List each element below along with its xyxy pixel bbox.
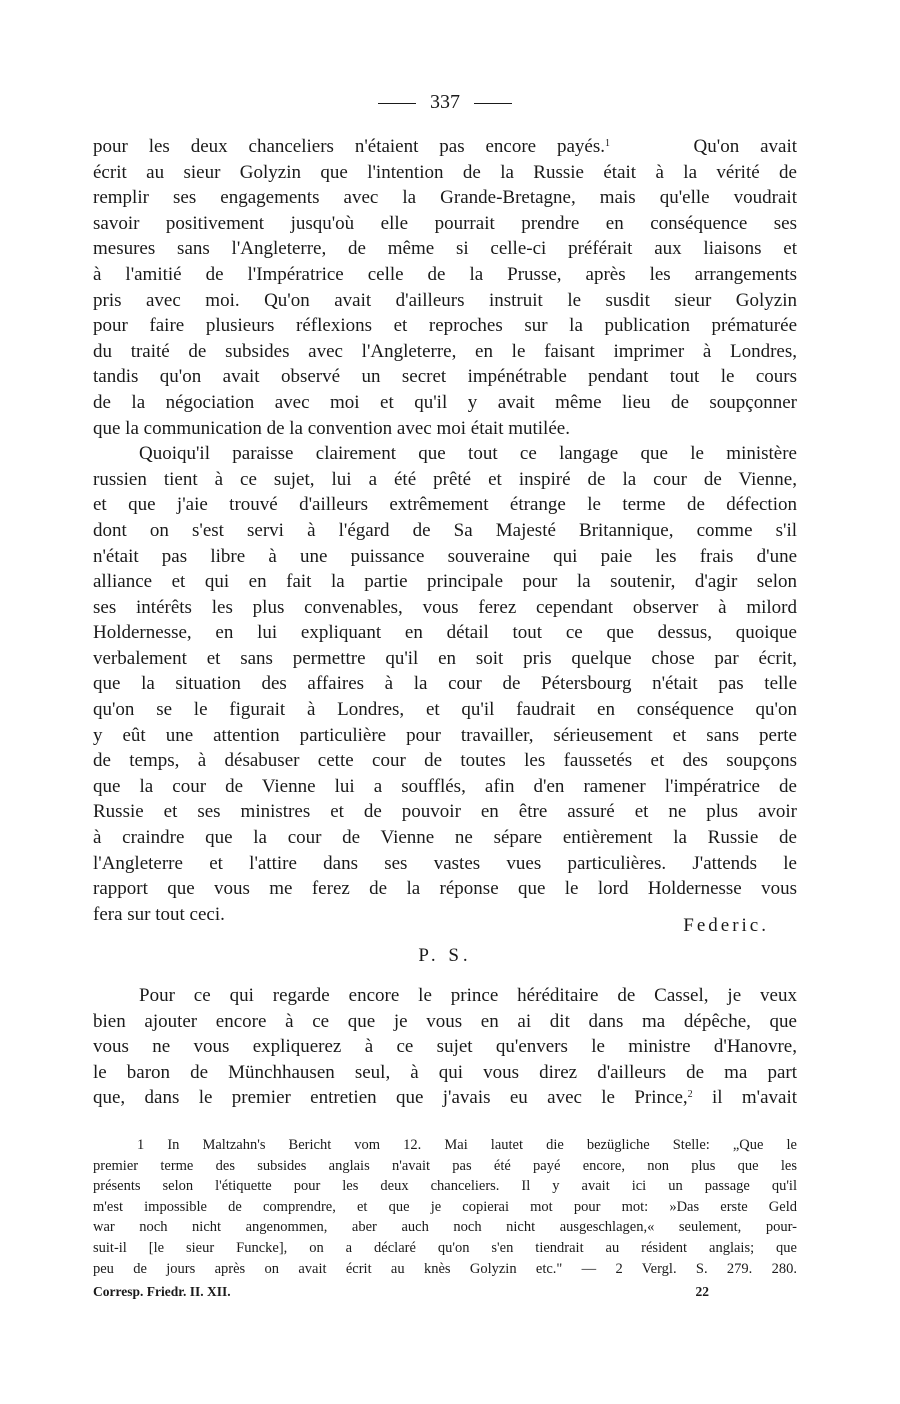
- text-line: remplir ses engagements avec la Grande-Bretagne, mais qu'elle voudrait: [93, 187, 797, 209]
- footnote-line: suit-il [le sieur Funcke], on a déclaré qu'on s'en tiendrait au résident anglais; que: [93, 1239, 797, 1256]
- footnote-marker: 2: [687, 1089, 693, 1101]
- signature-mark: 22: [695, 1284, 709, 1299]
- footnote-line: présents selon l'étiquette pour les deux chanceliers. Il y avait ici un passage qu'il: [93, 1178, 797, 1195]
- text-line: et que j'aie trouvé d'ailleurs extrêmement étrange le terme de défection: [93, 494, 797, 516]
- signature: Federic.: [683, 915, 769, 936]
- page-number: 337: [430, 91, 460, 113]
- text-line: rapport que vous me ferez de la réponse que le lord Holdernesse vous: [93, 878, 797, 900]
- text-line: de temps, à désabuser cette cour de toutes les faussetés et des soupçons: [93, 750, 797, 772]
- text-line: y eût une attention particulière pour travailler, sérieusement et sans perte: [93, 724, 797, 746]
- text-line: vous ne vous expliquerez à ce sujet qu'envers le ministre d'Hanovre,: [93, 1036, 797, 1058]
- text-line: Holdernesse, en lui expliquant en détail tout ce que dessus, quoique: [93, 622, 797, 644]
- text-line: Russie et ses ministres et de pouvoir en être assuré et ne plus avoir: [93, 801, 797, 823]
- text-line: russien tient à ce sujet, lui a été prêté et inspiré de la cour de Vienne,: [93, 468, 797, 490]
- footnote-line: war noch nicht angenommen, aber auch noch nicht ausgeschlagen,« seulement, pour-: [93, 1219, 797, 1236]
- footnote-line: peu de jours après on avait écrit au knès Golyzin etc." — 2 Vergl. S. 279. 280.: [93, 1260, 797, 1277]
- text-line: que la cour de Vienne lui a soufflés, afin d'en ramener l'impératrice de: [93, 775, 797, 797]
- footnotes: [93, 1135, 797, 1279]
- text-line: verbalement et sans permettre qu'il en soit pris quelque chose par écrit,: [93, 647, 797, 669]
- postscript-body: [93, 983, 797, 1111]
- text-line: le baron de Münchhausen seul, à qui vous direz d'ailleurs de ma part: [93, 1061, 797, 1083]
- footnote-marker: 1: [605, 138, 611, 149]
- footnote-line: premier terme des subsides anglais n'avait pas été payé encore, non plus que les: [93, 1157, 797, 1174]
- header-rule-right: [474, 103, 512, 104]
- footnote-line: m'est impossible de comprendre, et que je copierai mot pour mot: »Das erste Geld: [93, 1198, 797, 1215]
- text-line: tandis qu'on avait observé un secret impénétrable pendant tout le cours: [93, 366, 797, 388]
- text-line: que, dans le premier entretien que j'avais eu avec le Prince,$^2$ il m'avait: [93, 1087, 798, 1109]
- footer-source: Corresp. Friedr. II. XII.: [93, 1284, 231, 1299]
- text-line: pour faire plusieurs réflexions et reproches sur la publication prématurée: [93, 315, 797, 337]
- text-line: qu'on se le figurait à Londres, et qu'il faudrait en conséquence qu'on: [93, 699, 797, 721]
- text-line: du traité de subsides avec l'Angleterre, en le faisant imprimer à Londres,: [93, 340, 797, 362]
- text-line: à craindre que la cour de Vienne ne sépare entièrement la Russie de: [93, 827, 797, 849]
- letter-body: [93, 134, 797, 927]
- document-page: [93, 0, 797, 1404]
- text-line: de la négociation avec moi et qu'il y avait même lieu de soupçonner: [93, 391, 797, 413]
- text-line: que la situation des affaires à la cour de Pétersbourg n'était pas telle: [93, 673, 797, 695]
- text-line: ses intérêts les plus convenables, vous ferez cependant observer à milord: [93, 596, 797, 618]
- text-line: alliance et qui en fait la partie principale pour la soutenir, d'agir selon: [93, 571, 797, 593]
- text-line: que la communication de la convention avec moi était mutilée.: [93, 417, 570, 439]
- text-line: l'Angleterre et l'attire dans ses vastes vues particulières. J'attends le: [93, 852, 797, 874]
- text-line: savoir positivement jusqu'où elle pourrait prendre en conséquence ses: [93, 212, 797, 234]
- text-line: écrit au sieur Golyzin que l'intention de la Russie était à la vérité de: [93, 161, 797, 183]
- page-header: [93, 88, 797, 116]
- text-line: dont on s'est servi à l'égard de Sa Majesté Britannique, comme s'il: [93, 519, 797, 541]
- text-line: à l'amitié de l'Impératrice celle de la Prusse, après les arrangements: [93, 263, 797, 285]
- text-line: pris avec moi. Qu'on avait d'ailleurs instruit le susdit sieur Golyzin: [93, 289, 797, 311]
- text-line: Quoiqu'il paraisse clairement que tout ce langage que le ministère: [139, 443, 797, 465]
- text-line: fera sur tout ceci.: [93, 903, 225, 925]
- text-line: n'était pas libre à une puissance souveraine qui paie les frais d'une: [93, 545, 797, 567]
- text-line: Pour ce qui regarde encore le prince héréditaire de Cassel, je veux: [139, 985, 797, 1006]
- footnote-line: 1 In Maltzahn's Bericht vom 12. Mai lautet die bezügliche Stelle: „Que le: [137, 1137, 797, 1153]
- text-line: mesures sans l'Angleterre, de même si celle-ci préférait aux liaisons et: [93, 238, 797, 260]
- text-line: pour les deux chanceliers n'étaient pas encore payés.$^1$ Qu'on avait: [93, 136, 797, 157]
- postscript-heading: P. S.: [418, 945, 472, 966]
- header-rule-left: [378, 103, 416, 104]
- text-line: bien ajouter encore à ce que je vous en ai dit dans ma dépêche, que: [93, 1010, 797, 1032]
